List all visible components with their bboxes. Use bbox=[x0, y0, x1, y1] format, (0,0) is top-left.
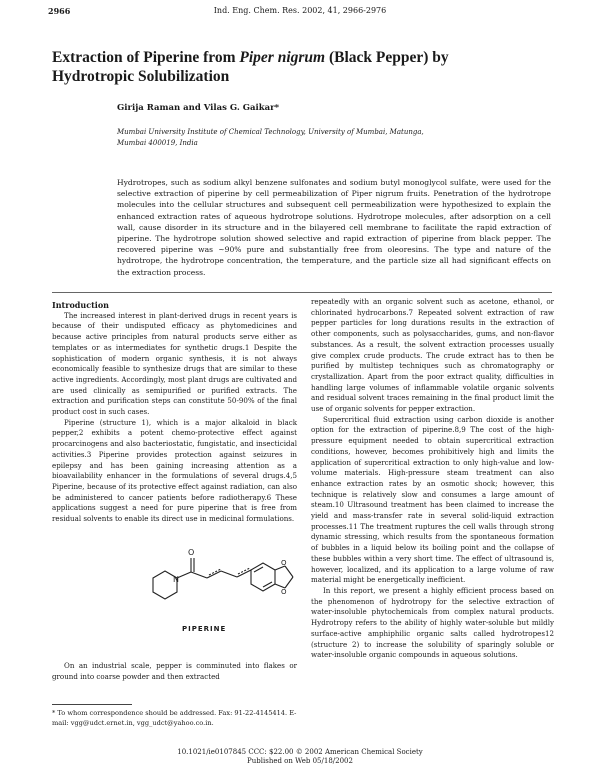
structure-label: PIPERINE bbox=[182, 625, 227, 633]
title-italic: Piper nigrum bbox=[239, 49, 326, 66]
affiliation-line1: Mumbai University Institute of Chemical Technology, University of Mumbai, Matunga, bbox=[117, 128, 424, 136]
affiliation bbox=[117, 127, 437, 149]
right-column bbox=[311, 297, 554, 661]
left-paragraph-2: Piperine (structure 1), which is a major alkaloid in black pepper,2 exhibits a potent chemo-protective effect against procarcinogens and also bacteriostatic, fungistatic, and insecticidal activities.3 Piperine provides protection against seizures in epilepsy and has been gaining increasing attention as a bioavailability enhancer in the formulations of several drugs.4,5 Piperine, because of its protective effect against radiation, can also be administered to cancer patients before radiotherapy.6 These applications suggest a need for pure piperine that is free from residual solvents to enable its direct use in medicinal formulations. bbox=[52, 417, 297, 524]
right-paragraph-2: Supercritical fluid extraction using carbon dioxide is another option for the extraction of piperine.8,9 The cost of the high-pressure equipment needed to obtain supercritical extraction conditions, however, becomes prohibitively high and limits the application of supercritical extraction to only high-value and low-volume materials. High-pressure steam treatment can also enhance extraction rates by an osmotic shock; however, this technique is relatively slow and consumes a large amount of steam.10 Ultrasound treatment has been claimed to increase the yield and mass-transfer rate in several solid-liquid extraction processes.11 The treatment ruptures the cell walls through strong dynamic stressing, which results from the spontaneous formation of bubbles in a liquid below its boiling point and the collapse of these bubbles within a very short time. The effect of ultrasound is, however, localized, and its application to a large volume of raw material might be energetically inefficient. bbox=[311, 414, 554, 585]
authors: Girija Raman and Vilas G. Gaikar* bbox=[117, 103, 280, 113]
page-number: 2966 bbox=[48, 6, 71, 16]
article-title bbox=[52, 48, 522, 86]
right-paragraph-1: repeatedly with an organic solvent such as acetone, ethanol, or chlorinated hydrocarbons.7 Repeated solvent extraction of raw pepper particles for long durations results in the extraction of other components, such as polysaccharides, gums, and non-flavor substances. As a result, the solvent extraction processes usually give complex crude products. The crude extract has to then be purified by multistep techniques such as chromatography or crystallization. Apart from the poor extract quality, difficulties in handling large volumes of inflammable volatile organic solvents and residual solvent traces remaining in the final product limit the use of organic solvents for pepper extraction. bbox=[311, 297, 554, 414]
title-part2: (Black Pepper) by Hydrotropic Solubilization bbox=[52, 49, 449, 85]
section-divider bbox=[52, 292, 552, 293]
left-column-bottom bbox=[52, 661, 297, 682]
abstract: Hydrotropes, such as sodium alkyl benzene sulfonates and sodium butyl monoglycol sulfate, were used for the selective extraction of piperine by cell permeabilization of Piper nigrum fruits. Penetration of the hydrotrope molecules into the cellular structures and subsequent cell permeabilization were hypothesized to explain the enhanced extraction rates of aqueous hydrotrope solutions. Hydrotrope molecules, after adsorption on a cell wall, cause disorder in its structure and in the bilayered cell membrane to facilitate the rapid extraction of piperine. The hydrotrope solution showed selective and rapid extraction of piperine from black pepper. The recovered piperine was ~90% pure and substantially free from oleoresins. The type and nature of the hydrotrope, the hydrotrope concentration, the temperature, and the particle size all had significant effects on the extraction process. bbox=[117, 178, 551, 277]
right-paragraph-3: In this report, we present a highly efficient process based on the phenomenon of hydrotropy for the selective extraction of water-insoluble phytochemicals from complex natural products. Hydrotropy refers to the ability of highly water-soluble but mildly surface-active amphiphilic organic salts called hydrotropes12 (structure 2) to increase the solubility of sparingly soluble or water-insoluble organic compounds in aqueous solutions. bbox=[311, 585, 554, 660]
doi-line: 10.1021/ie0107845 CCC: $22.00 © 2002 American Chemical Society bbox=[177, 748, 423, 756]
introduction-heading: Introduction bbox=[52, 300, 109, 310]
left-paragraph-3: On an industrial scale, pepper is comminuted into flakes or ground into coarse powder and then extracted bbox=[52, 661, 297, 681]
left-paragraph-1: The increased interest in plant-derived drugs in recent years is because of their undisputed efficacy as phytomedicines and because active principles from natural products serve either as templates or as intermediates for synthetic drugs.1 Despite the sophistication of modern organic synthesis, it is not always economically feasible to synthesize drugs that are similar to these active ingredients. Accordingly, most plant drugs are cultivated and are used clinically as semipurified or purified extracts. The extraction and purification steps can constitute 50-90% of the final product cost in such cases. bbox=[52, 310, 297, 417]
affiliation-line2: Mumbai 400019, India bbox=[117, 139, 198, 147]
footnote-divider bbox=[52, 704, 132, 705]
title-part1: Extraction of Piperine from bbox=[52, 49, 240, 66]
publication-info bbox=[0, 748, 600, 766]
piperine-structure bbox=[145, 538, 300, 630]
dioxole-oxygen-top: O bbox=[281, 559, 287, 567]
running-head: Ind. Eng. Chem. Res. 2002, 41, 2966-2976 bbox=[213, 6, 387, 15]
nitrogen-atom: N bbox=[173, 575, 179, 584]
footnote: * To whom correspondence should be addressed. Fax: 91-22-4145414. E-mail: vgg@udct.ernet.in, vgg_udct@yahoo.co.in. bbox=[52, 709, 297, 727]
left-column bbox=[52, 300, 297, 525]
dioxole-oxygen-bottom: O bbox=[281, 588, 287, 596]
published-date: Published on Web 05/18/2002 bbox=[247, 757, 353, 765]
carbonyl-oxygen: O bbox=[188, 548, 195, 557]
